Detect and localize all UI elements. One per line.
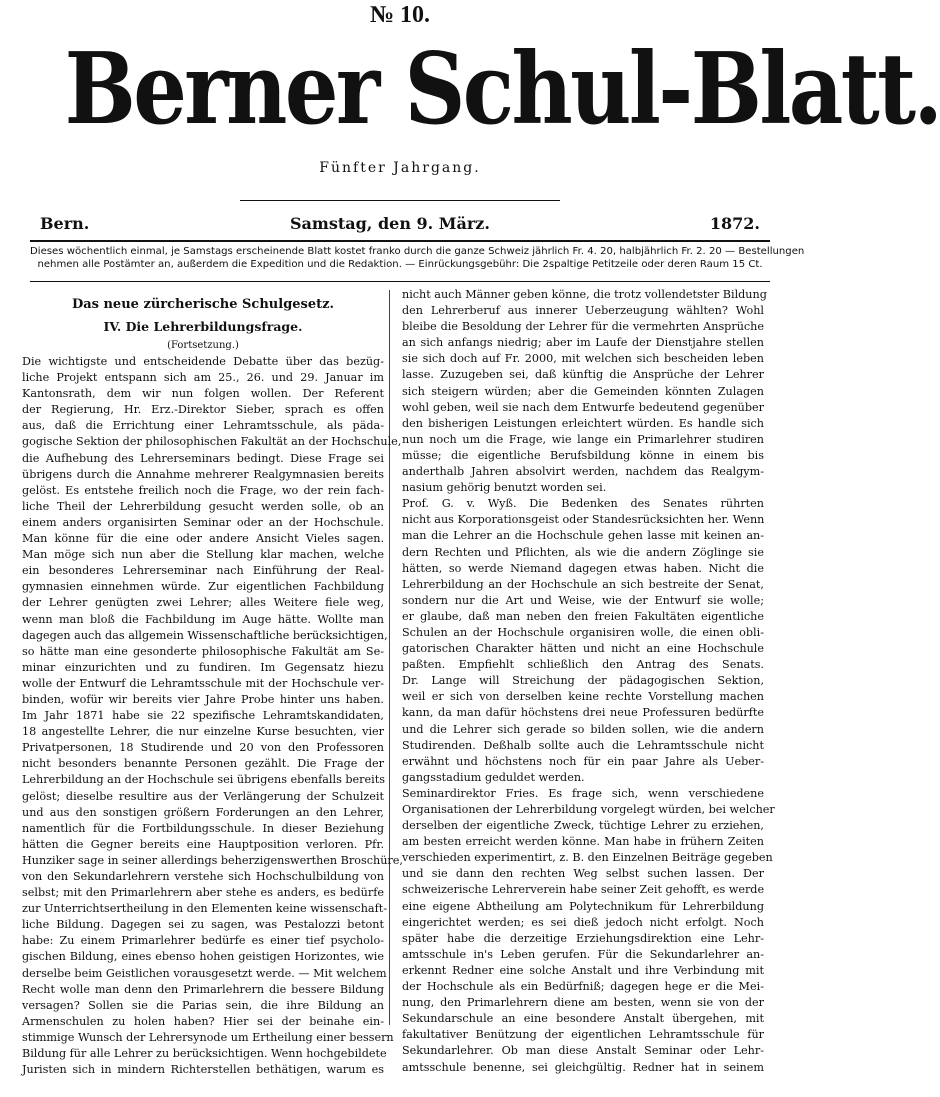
article-text-line: hätten, so werde Niemand dagegen etwas haben. Nicht die xyxy=(402,561,764,575)
article-text-line: Lehrerbildung an der Hochschule sei übrigens ebenfalls bereits xyxy=(22,773,385,787)
article-text-line: hätten die Gegner bereits eine Hauptposition verloren. Pfr. xyxy=(22,837,384,851)
article-text-line: Bildung für alle Lehrer zu berücksichtigen. Wenn hochgebildete xyxy=(22,1047,387,1061)
article-text-line: Dr. Lange will Streichung der pädagogischen Sektion, xyxy=(402,674,764,688)
article-text-line: Sekundarschule an eine besondere Anstalt übergehen, mit xyxy=(402,1012,764,1026)
continuation-note: (Fortsetzung.) xyxy=(167,340,239,351)
article-text-line: amtsschule benenne, sei gleichgültig. Redner hat in seinem xyxy=(402,1060,764,1074)
article-text-line: man die Lehrer an die Hochschule gehen lasse mit keinen an- xyxy=(402,529,764,543)
article-text-line: Seminardirektor Fries. Es frage sich, wenn verschiedene xyxy=(402,786,764,800)
article-text-line: Recht wolle man denn den Primarlehrern die bessere Bildung xyxy=(22,982,384,996)
dateline-date: Samstag, den 9. März. xyxy=(290,214,490,233)
article-text-line: lasse. Zuzugeben sei, daß künftig die Ansprüche der Lehrer xyxy=(402,368,764,382)
article-text-line: wolle der Entwurf die Lehramtsschule mit der Hochschule ver- xyxy=(22,676,384,690)
article-text-line: eingerichtet werden; es sei dieß jedoch nicht erfolgt. Noch xyxy=(402,915,764,929)
article-text-line: sich steigern würden; aber die Gemeinden könnten Zulagen xyxy=(402,384,764,398)
notice-line: Dieses wöchentlich einmal, je Samstags erscheinende Blatt kostet franko durch die ganze Schweiz jährlich Fr. 4. 20, halbjährlich Fr. 2. 20 — Bestellungen xyxy=(30,246,805,257)
article-text-line: derselbe beim Geistlichen vorausgesetzt werde. — Mit welchem xyxy=(22,966,387,980)
article-text-line: zur Unterrichtsertheilung in den Elementen keine wissenschaft- xyxy=(22,902,387,916)
article-text-line: an sich anfangs niedrig; aber im Laufe der Dienstjahre stellen xyxy=(402,336,764,350)
article-text-line: Armenschulen zu holen haben? Hier sei der beinahe ein- xyxy=(22,1014,384,1028)
article-text-line: der Lehrer genügten zwei Lehrer; alles Weitere fiele weg, xyxy=(22,596,384,610)
article-text-line: minar einzurichten und zu fundiren. Im Gegensatz hiezu xyxy=(22,660,384,674)
article-text-line: erwähnt und höchstens noch für ein paar Jahre als Ueber- xyxy=(402,754,764,768)
article-text-line: am besten erreicht werden könne. Man habe in frühern Zeiten xyxy=(402,835,764,849)
article-text-line: liche Bildung. Dagegen sei zu sagen, was Pestalozzi betont xyxy=(22,918,384,932)
article-text-line: müsse; die eigentliche Berufsbildung könne in einem bis xyxy=(402,448,764,462)
article-text-line: gymnasien einnehmen würde. Zur eigentlichen Fachbildung xyxy=(22,580,384,594)
article-text-line: nicht aus Korporationsgeist oder Standesrücksichten her. Wenn xyxy=(402,513,765,527)
article-text-line: und die Lehrer sich gerade so bilden sollen, wie die andern xyxy=(402,722,764,736)
article-text-line: von den Sekundarlehrern verstehe sich Hochschulbildung von xyxy=(22,870,384,883)
article-text-line: Die wichtigste und entscheidende Debatte über das bezüg- xyxy=(22,355,384,368)
article-text-line: den Lehrerberuf aus innerer Ueberzeugung wählten? Wohl xyxy=(402,304,764,318)
article-text-line: Studirenden. Deßhalb sollte auch die Lehramtsschule nicht xyxy=(402,738,764,752)
article-text-line: wenn man bloß die Fachbildung im Auge hätte. Wollte man xyxy=(22,612,384,626)
article-text-line: sie sich doch auf Fr. 2000, mit welchen sich bescheiden leben xyxy=(402,352,764,366)
article-text-line: derselben der eigentliche Zweck, tüchtige Lehrer zu erziehen, xyxy=(402,819,764,833)
article-text-line: bleibe die Besoldung der Lehrer für die vermehrten Ansprüche xyxy=(402,320,764,334)
subscription-notice xyxy=(30,245,805,271)
article-text-line: Man möge sich nun aber die Stellung klar machen, welche xyxy=(22,548,384,562)
notice-rule-bottom xyxy=(30,281,770,282)
article-text-line: versagen? Sollen sie die Parias sein, die ihre Bildung an xyxy=(22,998,384,1012)
article-text-line: Kantonsrath, dem wir nun folgen wollen. Der Referent xyxy=(22,387,384,401)
article-text-line: der Regierung, Hr. Erz.-Direktor Sieber, sprach es offen xyxy=(22,403,384,417)
article-text-line: amtsschule in's Leben gerufen. Für die Sekundarlehrer an- xyxy=(402,947,764,961)
article-text-line: liche Projekt entspann sich am 25., 26. und 29. Januar im xyxy=(22,371,384,385)
notice-line: nehmen alle Postämter an, außerdem die Expedition und die Redaktion. — Einrückungsgebühr: Die 2spaltige Petitzeile oder deren Raum 15 Ct. xyxy=(37,259,763,270)
article-text-line: nung, den Primarlehrern diene am besten, wenn sie von der xyxy=(402,996,764,1010)
notice-rule-top xyxy=(30,240,770,242)
article-text-line: gogische Sektion der philosophischen Fakultät an der Hochschule, xyxy=(22,435,402,449)
article-column-right xyxy=(402,287,775,1076)
article-text-line: habe: Zu einem Primarlehrer bedürfe es einer tief psycholo- xyxy=(22,934,384,948)
article-text-line: Privatpersonen, 18 Studirende und 20 von den Professoren xyxy=(22,741,384,755)
article-text-line: gischen Bildung, eines ebenso hohen geistigen Horizontes, wie xyxy=(22,950,384,964)
masthead-separator xyxy=(240,200,560,201)
article-text-line: 18 angestellte Lehrer, die nur einzelne Kurse besuchten, vier xyxy=(22,725,384,739)
article-text-line: selbst; mit den Primarlehrern aber stehe es anders, es bedürfe xyxy=(22,886,384,900)
article-text-line: erkennt Redner eine solche Anstalt und ihre Verbindung mit xyxy=(402,963,764,977)
article-text-line: der Hochschule als ein Bedürfniß; dagegen hege er die Mei- xyxy=(402,980,764,994)
dateline-year: 1872. xyxy=(709,214,760,233)
article-text-line: eine eigene Abtheilung am Polytechnikum für Lehrerbildung xyxy=(402,899,764,913)
article-text-line: übrigens durch die Annahme mehrerer Realgymnasien bereits xyxy=(22,467,384,481)
article-text-line: Sekundarlehrer. Ob man diese Anstalt Seminar oder Lehr- xyxy=(402,1044,764,1058)
article-text-line: Im Jahr 1871 habe sie 22 spezifische Lehramtskandidaten, xyxy=(22,709,384,723)
dateline-place: Bern. xyxy=(40,214,90,233)
article-text-line: schweizerische Lehrerverein habe seiner Zeit gehofft, es werde xyxy=(402,883,765,897)
article-title: Das neue zürcherische Schulgesetz. xyxy=(71,297,335,312)
article-text-line: gelöst; dieselbe resultire aus der Verlängerung der Schulzeit xyxy=(22,789,384,803)
article-text-line: nicht besonders benannte Personen gezählt. Die Frage der xyxy=(22,757,384,771)
column-divider xyxy=(389,290,390,1025)
article-text-line: nicht auch Männer geben könne, die trotz vollendetster Bildung xyxy=(402,288,767,301)
dateline xyxy=(40,214,760,236)
article-text-line: verschieden experimentirt, z. B. den Einzelnen Beiträge gegeben xyxy=(402,851,773,865)
article-text-line: weil er sich von derselben keine rechte Vorstellung machen xyxy=(402,690,764,704)
article-text-line: aus, daß die Errichtung einer Lehramtsschule, als päda- xyxy=(22,419,384,433)
article-text-line: gangsstadium geduldet werden. xyxy=(402,770,585,784)
masthead-subtitle: Fünfter Jahrgang. xyxy=(319,160,481,176)
masthead-title: Berner Schul-Blatt. xyxy=(64,32,940,147)
article-text-line: Organisationen der Lehrerbildung vorgelegt würden, bei welcher xyxy=(402,803,775,816)
article-text-line: und aus den sonstigen größern Forderungen an den Lehrer, xyxy=(22,805,384,819)
article-text-line: Lehrerbildung an der Hochschule an sich bestreite der Senat, xyxy=(402,577,764,591)
article-text-line: Schulen an der Hochschule organisiren wolle, die einen obli- xyxy=(402,625,764,639)
article-section-heading: IV. Die Lehrerbildungsfrage. xyxy=(103,319,303,334)
article-column-left xyxy=(22,294,403,1078)
article-text-line: wohl geben, weil sie nach dem Entwurfe bedeutend gegenüber xyxy=(402,400,764,414)
article-text-line: er glaube, daß man neben den freien Fakultäten eigentliche xyxy=(402,609,764,623)
article-text-line: sondern nur die Art und Weise, wie der Entwurf sie wolle; xyxy=(402,593,764,607)
article-text-line: so hätte man eine gesonderte philosophische Fakultät am Se- xyxy=(22,644,384,658)
article-text-line: und sie dann den rechten Weg selbst suchen lassen. Der xyxy=(402,867,764,881)
article-text-line: die Aufhebung des Lehrerseminars bedingt. Diese Frage sei xyxy=(22,451,384,465)
article-text-line: namentlich für die Fortbildungsschule. In dieser Beziehung xyxy=(22,821,384,835)
article-text-line: Juristen sich in mindern Richterstellen bethätigen, warum es xyxy=(22,1063,384,1077)
article-text-line: stimmige Wunsch der Lehrersynode um Ertheilung einer bessern xyxy=(22,1030,394,1044)
article-text-line: nun noch um die Frage, wie lange ein Primarlehrer studiren xyxy=(402,432,764,446)
article-text-line: später habe die derzeitige Erziehungsdirektion eine Lehr- xyxy=(402,931,764,945)
article-text-line: binden, wofür wir bereits vier Jahre Probe hinter uns haben. xyxy=(22,692,384,706)
article-text-line: liche Theil der Lehrerbildung gesucht werden solle, ob an xyxy=(22,499,384,513)
article-text-line: kann, da man dafür höchstens drei neue Professuren bedürfte xyxy=(402,706,764,720)
article-text-line: Prof. G. v. Wyß. Die Bedenken des Senates rührten xyxy=(402,497,764,511)
article-text-line: den bisherigen Leistungen erleichtert würden. Es handle sich xyxy=(402,416,764,430)
article-text-line: dagegen auch das allgemein Wissenschaftliche berücksichtigen, xyxy=(22,628,388,642)
article-text-line: fakultativer Benützung der eigentlichen Lehramtsschule für xyxy=(402,1028,764,1042)
issue-number: № 10. xyxy=(369,2,431,28)
article-text-line: Hunziker sage in seiner allerdings beherzigenswerthen Broschüre, xyxy=(22,853,403,867)
article-text-line: einem anders organisirten Seminar oder an der Hochschule. xyxy=(22,515,384,529)
article-text-line: gatorischen Charakter hätten und nicht an eine Hochschule xyxy=(402,642,764,656)
article-text-line: anderthalb Jahren absolvirt werden, nachdem das Realgym- xyxy=(402,465,764,479)
article-text-line: Man könne für die eine oder andere Ansicht Vieles sagen. xyxy=(22,532,384,546)
article-text-line: gelöst. Es entstehe freilich noch die Frage, wo der rein fach- xyxy=(22,483,384,497)
article-text-line: paßten. Empfiehlt schließlich den Antrag des Senats. xyxy=(402,658,764,672)
article-text-line: ein besonderes Lehrerseminar nach Einführung der Real- xyxy=(22,564,384,578)
article-text-line: dern Rechten und Pflichten, als wie die andern Zöglinge sie xyxy=(402,545,764,559)
article-text-line: nasium gehörig benutzt worden sei. xyxy=(402,481,607,495)
